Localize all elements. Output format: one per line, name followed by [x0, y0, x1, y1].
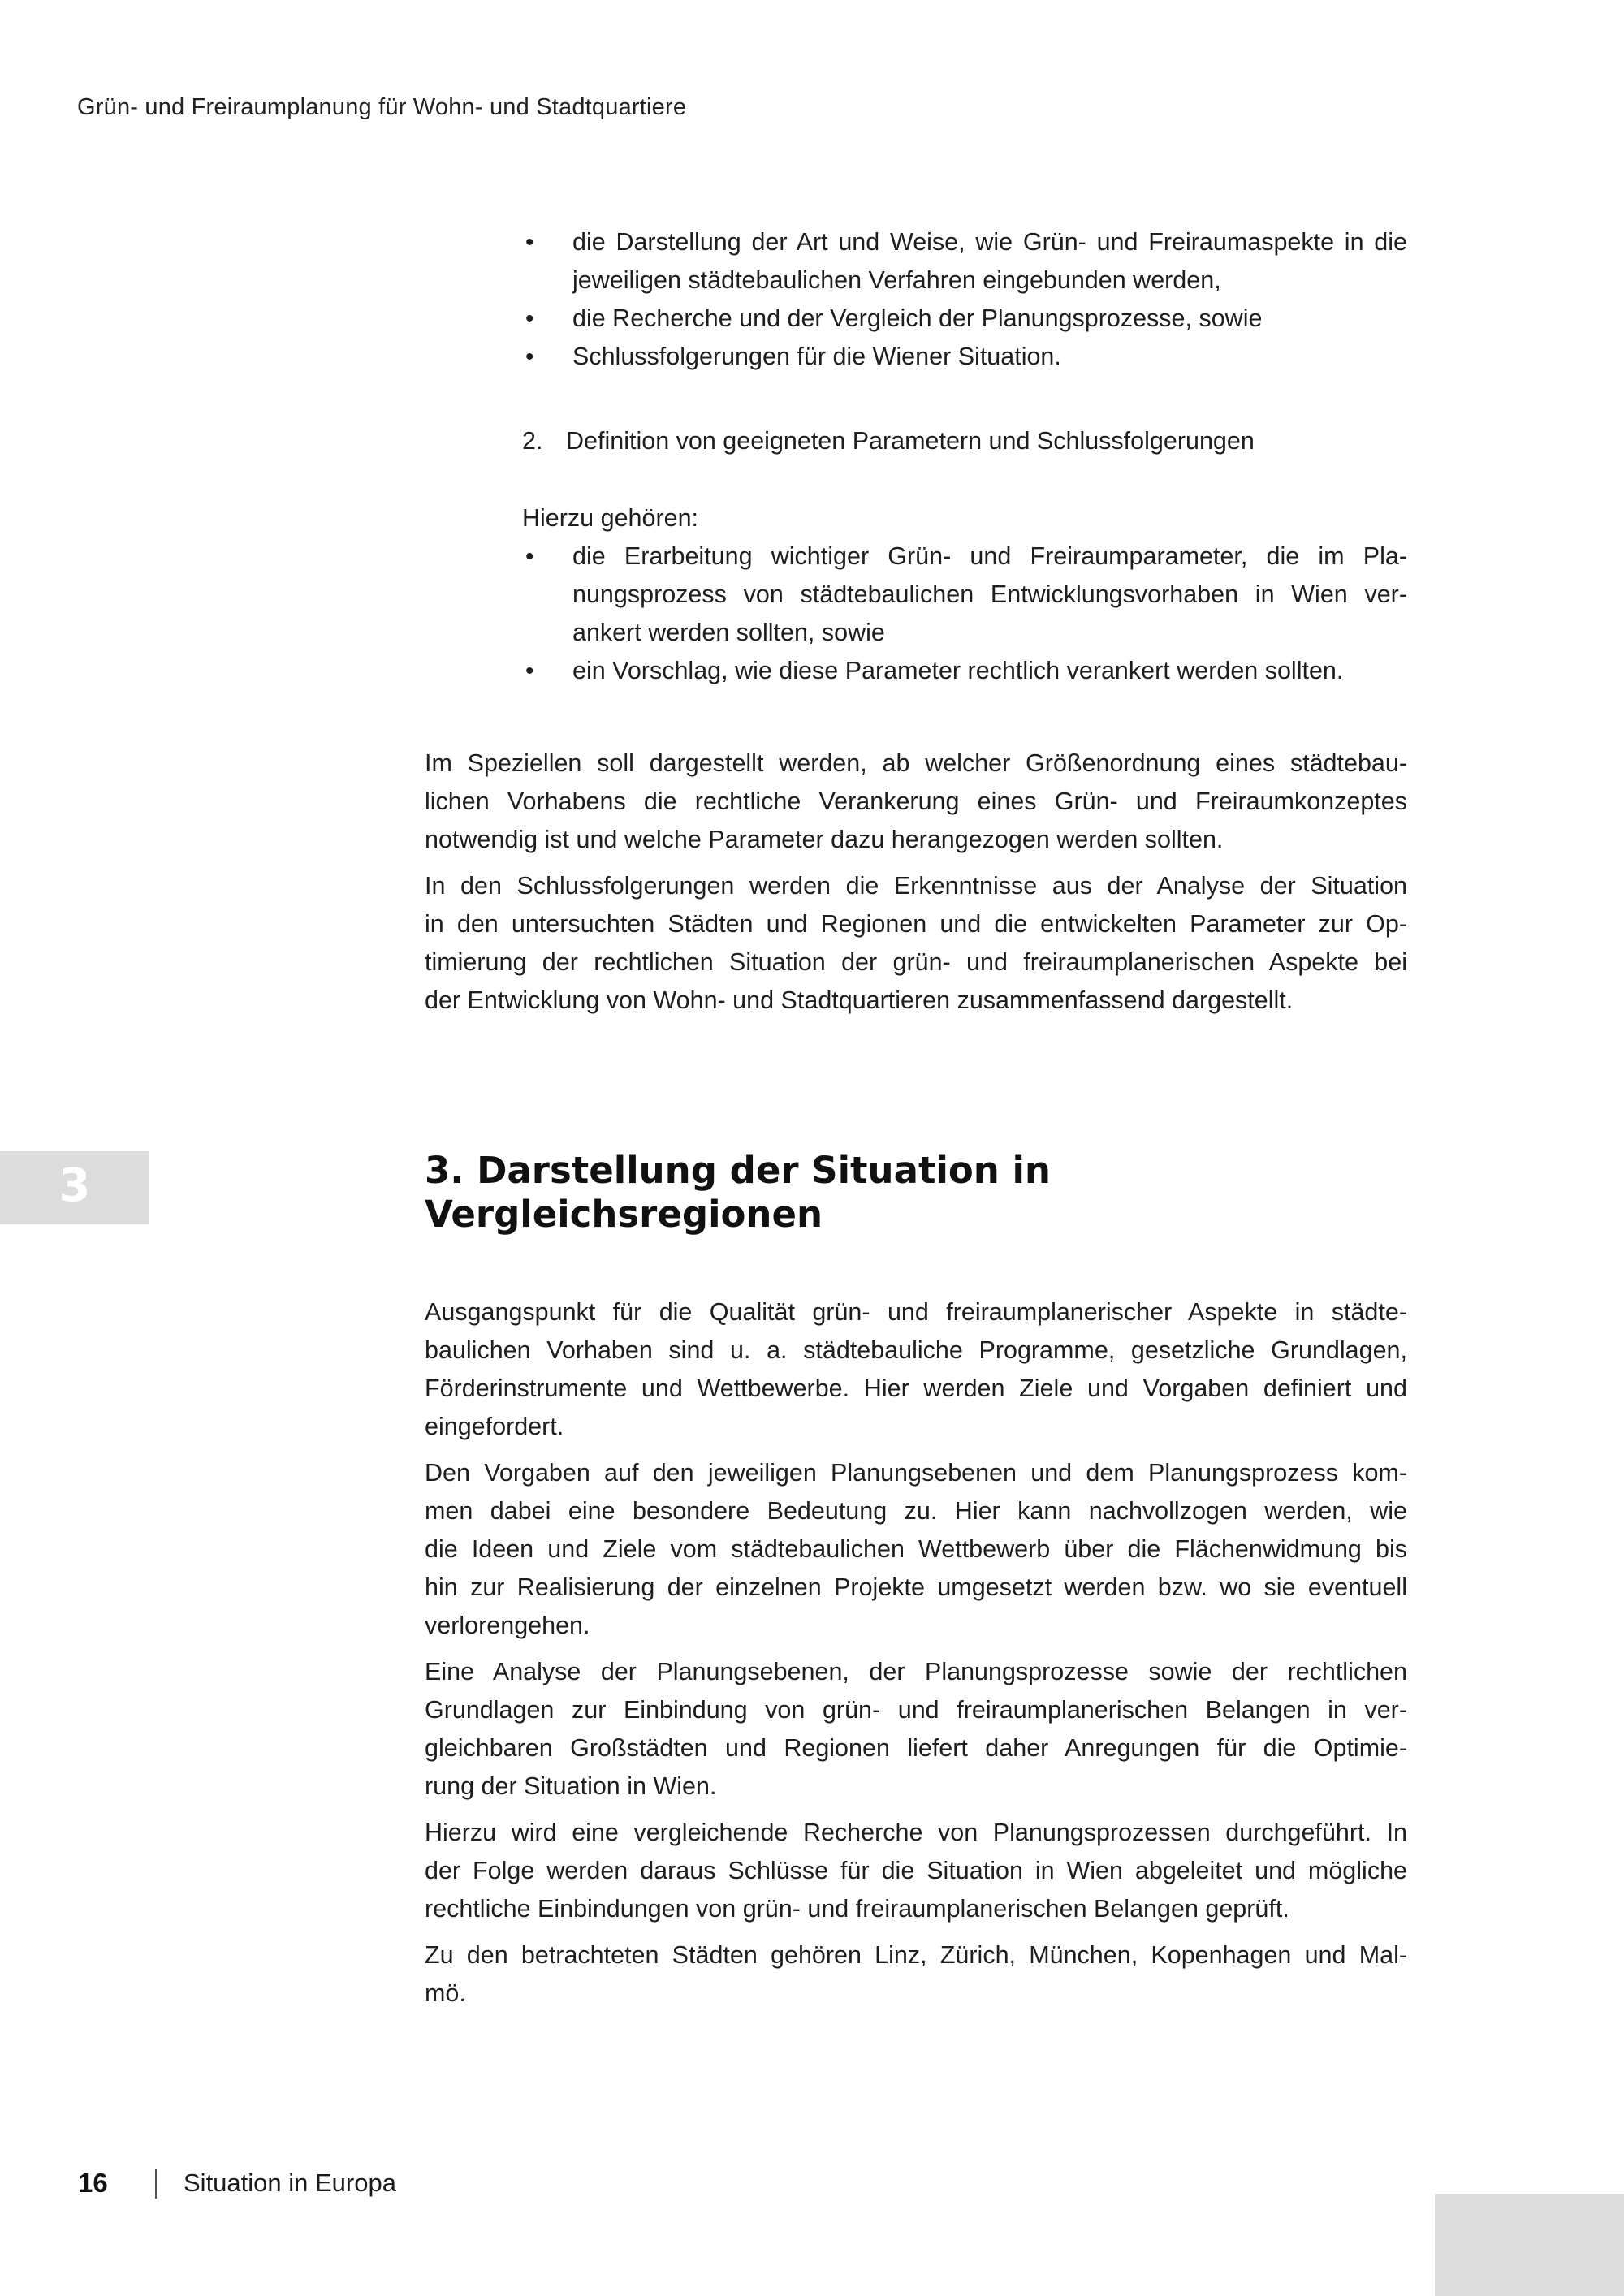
corner-decoration — [1435, 2194, 1624, 2296]
numbered-item-number: 2. — [522, 427, 543, 455]
bullet-icon: • — [525, 305, 534, 332]
paragraph-line: die Ideen und Ziele vom städtebaulichen Wettbewerb über die Flächenwidmung bis — [425, 1535, 1407, 1563]
paragraph-line: lichen Vorhabens die rechtliche Verankerung eines Grün- und Freiraumkonzeptes — [425, 788, 1407, 815]
list-item-line: nungsprozess von städtebaulichen Entwicklungsvorhaben in Wien ver- — [572, 580, 1407, 608]
paragraph-line: Den Vorgaben auf den jeweiligen Planungsebenen und dem Planungsprozess kom- — [425, 1459, 1407, 1487]
paragraph-line: der Entwicklung von Wohn- und Stadtquartieren zusammenfassend dargestellt. — [425, 986, 1294, 1014]
list-item-line: ein Vorschlag, wie diese Parameter rechtlich verankert werden sollten. — [572, 657, 1344, 684]
page-number: 16 — [78, 2168, 108, 2198]
list-item-line: ankert werden sollten, sowie — [572, 619, 885, 646]
paragraph-line: notwendig ist und welche Parameter dazu herangezogen werden sollten. — [425, 826, 1224, 853]
paragraph-line: Förderinstrumente und Wettbewerbe. Hier werden Ziele und Vorgaben definiert und — [425, 1375, 1407, 1402]
chapter-tab: 3 — [0, 1151, 149, 1224]
footer-divider — [155, 2169, 157, 2199]
paragraph-line: timierung der rechtlichen Situation der grün- und freiraumplanerischen Aspekte bei — [425, 948, 1407, 976]
list-item-line: jeweiligen städtebaulichen Verfahren eingebunden werden, — [572, 266, 1221, 294]
bullet-icon: • — [525, 343, 534, 370]
list-item-line: Schlussfolgerungen für die Wiener Situation. — [572, 343, 1061, 370]
bullet-icon: • — [525, 229, 534, 256]
numbered-item-text: Definition von geeigneten Parametern und Schlussfolgerungen — [566, 427, 1255, 455]
paragraph-line: hin zur Realisierung der einzelnen Projekte umgesetzt werden bzw. wo sie eventuell — [425, 1573, 1407, 1601]
chapter-heading-line: 3. Darstellung der Situation in — [425, 1149, 1051, 1192]
paragraph-line: mö. — [425, 1979, 466, 2007]
paragraph-line: men dabei eine besondere Bedeutung zu. Hier kann nachvollzogen werden, wie — [425, 1497, 1407, 1525]
paragraph-line: eingefordert. — [425, 1413, 564, 1440]
paragraph-line: gleichbaren Großstädten und Regionen liefert daher Anregungen für die Optimie- — [425, 1734, 1407, 1762]
bullet-icon: • — [525, 543, 534, 570]
paragraph-line: Zu den betrachteten Städten gehören Linz, Zürich, München, Kopenhagen und Mal- — [425, 1941, 1407, 1969]
paragraph-line: rung der Situation in Wien. — [425, 1772, 717, 1800]
paragraph-line: Im Speziellen soll dargestellt werden, ab welcher Größenordnung eines städtebau- — [425, 749, 1407, 777]
paragraph-line: Ausgangspunkt für die Qualität grün- und freiraumplanerischer Aspekte in städte- — [425, 1298, 1407, 1326]
footer-section-title: Situation in Europa — [184, 2169, 396, 2197]
list-item-line: die Erarbeitung wichtiger Grün- und Freiraumparameter, die im Pla- — [572, 542, 1407, 570]
paragraph-line: baulichen Vorhaben sind u. a. städtebauliche Programme, gesetzliche Grundlagen, — [425, 1336, 1407, 1364]
bullet-icon: • — [525, 658, 534, 684]
chapter-heading-line: Vergleichsregionen — [425, 1193, 823, 1236]
paragraph-line: verlorengehen. — [425, 1612, 590, 1639]
paragraph-line: Grundlagen zur Einbindung von grün- und freiraumplanerischen Belangen in ver- — [425, 1696, 1407, 1724]
paragraph-line: in den untersuchten Städten und Regionen und die entwickelten Parameter zur Op- — [425, 910, 1407, 938]
paragraph-line: rechtliche Einbindungen von grün- und freiraumplanerischen Belangen geprüft. — [425, 1895, 1289, 1923]
paragraph-line: Eine Analyse der Planungsebenen, der Planungsprozesse sowie der rechtlichen — [425, 1658, 1407, 1685]
running-header: Grün- und Freiraumplanung für Wohn- und Stadtquartiere — [77, 94, 687, 120]
paragraph-line: der Folge werden daraus Schlüsse für die Situation in Wien abgeleitet und mögliche — [425, 1857, 1407, 1884]
list-intro: Hierzu gehören: — [522, 504, 699, 532]
list-item-line: die Darstellung der Art und Weise, wie Grün- und Freiraumaspekte in die — [572, 228, 1407, 256]
paragraph-line: In den Schlussfolgerungen werden die Erkenntnisse aus der Analyse der Situation — [425, 872, 1407, 900]
paragraph-line: Hierzu wird eine vergleichende Recherche von Planungsprozessen durchgeführt. In — [425, 1819, 1407, 1846]
list-item-line: die Recherche und der Vergleich der Planungsprozesse, sowie — [572, 304, 1263, 332]
